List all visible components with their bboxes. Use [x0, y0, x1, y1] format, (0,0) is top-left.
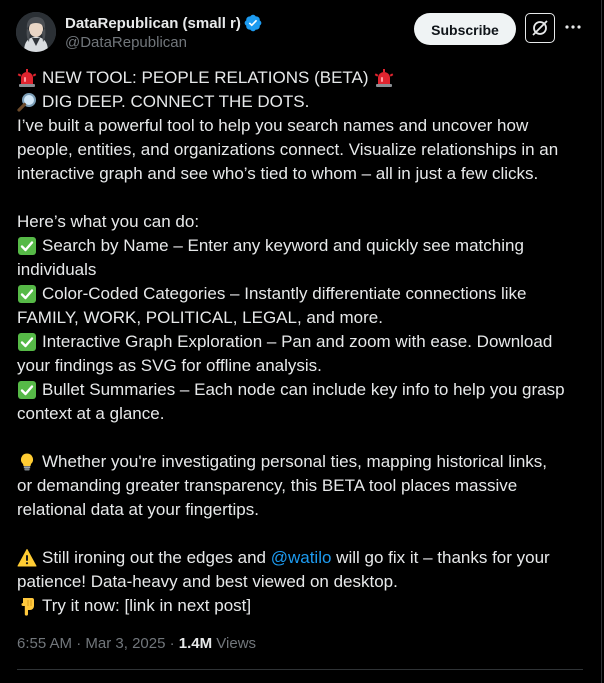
headline-line: [17, 66, 587, 90]
idea-text: Whether you're investigating personal ties, mapping historical links,: [42, 452, 547, 471]
headline-text: NEW TOOL: PEOPLE RELATIONS (BETA): [42, 68, 369, 87]
check-mark-button-icon: [17, 332, 37, 352]
spacer: [17, 186, 587, 210]
feature-item: [17, 282, 587, 306]
spacer: [17, 426, 587, 450]
feature-continuation: FAMILY, WORK, POLITICAL, LEGAL, and more.: [17, 308, 383, 327]
warning-line: [17, 546, 587, 570]
feature-item: [17, 330, 587, 354]
more-options-button[interactable]: [561, 15, 585, 39]
warning-text-before: Still ironing out the edges and: [42, 548, 271, 567]
intro-line: I’ve built a powerful tool to help you search names and uncover how: [17, 116, 529, 135]
meta-separator: ·: [165, 635, 179, 652]
warning-text-after: will go fix it – thanks for your: [331, 548, 550, 567]
spacer: [17, 522, 587, 546]
try-it-text: Try it now: [link in next post]: [42, 596, 252, 615]
feature-item: [17, 378, 587, 402]
try-it-line: [17, 594, 587, 618]
post-time[interactable]: 6:55 AM: [17, 635, 73, 652]
divider: [17, 669, 583, 670]
post-text: [17, 66, 587, 618]
siren-icon: [17, 68, 37, 88]
intro-line: people, entities, and organizations connect. Visualize relationships in an: [17, 140, 559, 159]
avatar-portrait-icon: [16, 12, 56, 52]
more-horizontal-icon: [563, 17, 583, 37]
author-handle[interactable]: @DataRepublican: [65, 34, 187, 51]
views-label: Views: [212, 635, 257, 652]
feature-continuation: individuals: [17, 260, 97, 279]
light-bulb-icon: [17, 452, 37, 472]
check-mark-button-icon: [17, 380, 37, 400]
features-heading: Here’s what you can do:: [17, 212, 200, 231]
feature-text: Interactive Graph Exploration – Pan and zoom with ease. Download: [42, 332, 553, 351]
pointing-down-hand-icon: [17, 596, 37, 616]
idea-continuation: relational data at your fingertips.: [17, 500, 259, 519]
author-info: [65, 13, 262, 54]
idea-continuation: or demanding greater transparency, this BETA tool places massive: [17, 476, 518, 495]
grok-icon: [530, 18, 550, 38]
siren-icon: [374, 68, 394, 88]
feature-item: [17, 234, 587, 258]
warning-continuation: patience! Data-heavy and best viewed on desktop.: [17, 572, 398, 591]
feature-continuation: your findings as SVG for offline analysis.: [17, 356, 322, 375]
grok-button[interactable]: [525, 13, 555, 43]
warning-icon: [17, 548, 37, 568]
post-meta: [17, 634, 256, 654]
idea-line: [17, 450, 587, 474]
author-display-name[interactable]: DataRepublican (small r): [65, 14, 241, 32]
tagline-text: DIG DEEP. CONNECT THE DOTS.: [42, 92, 310, 111]
intro-line: interactive graph and see who’s tied to whom – all in just a few clicks.: [17, 164, 539, 183]
feature-text: Bullet Summaries – Each node can include key info to help you grasp: [42, 380, 565, 399]
feature-text: Search by Name – Enter any keyword and quickly see matching: [42, 236, 524, 255]
magnifying-glass-icon: [17, 92, 37, 112]
feature-text: Color-Coded Categories – Instantly differentiate connections like: [42, 284, 527, 303]
avatar[interactable]: [16, 12, 56, 52]
post-header: [16, 12, 585, 56]
tagline-line: [17, 90, 587, 114]
check-mark-button-icon: [17, 284, 37, 304]
check-mark-button-icon: [17, 236, 37, 256]
verified-badge-icon: [244, 14, 262, 32]
views-count[interactable]: 1.4M: [178, 635, 213, 652]
subscribe-button[interactable]: Subscribe: [414, 13, 516, 45]
feature-continuation: context at a glance.: [17, 404, 165, 423]
post-date[interactable]: Mar 3, 2025: [85, 635, 166, 652]
mention-link[interactable]: @watilo: [270, 548, 332, 567]
meta-separator: ·: [72, 635, 86, 652]
